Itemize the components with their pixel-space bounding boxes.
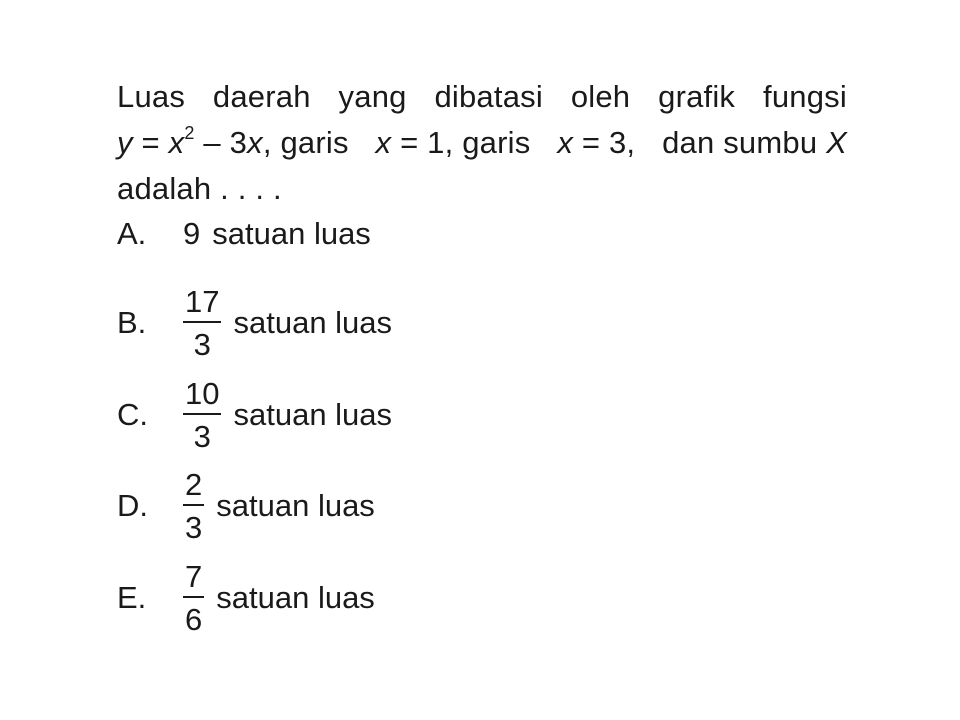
denominator: 3 <box>193 419 211 454</box>
option-unit: satuan luas <box>233 397 393 432</box>
line-x1 <box>376 120 531 166</box>
denominator: 3 <box>185 510 203 545</box>
word: oleh <box>570 79 631 114</box>
text-sumbu: dan sumbu <box>662 125 818 160</box>
option-c[interactable] <box>117 378 392 452</box>
option-letter: E. <box>117 580 147 615</box>
denominator: 6 <box>185 602 203 637</box>
numerator: 10 <box>185 376 220 411</box>
option-a[interactable] <box>117 216 371 252</box>
axis-x: X <box>826 125 847 160</box>
option-letter: B. <box>117 305 147 340</box>
option-value: 9 <box>183 216 201 251</box>
word: fungsi <box>763 79 847 114</box>
option-e[interactable] <box>117 561 375 635</box>
value-3: = 3, <box>581 125 636 160</box>
word: daerah <box>212 79 311 114</box>
numerator: 7 <box>185 559 203 594</box>
var-x: x <box>375 125 392 160</box>
function-equation <box>117 120 349 166</box>
question-line-1 <box>117 74 847 120</box>
option-unit: satuan luas <box>212 216 371 251</box>
equals-sign: = <box>141 125 160 160</box>
option-unit: satuan luas <box>216 488 375 523</box>
word: Luas <box>117 79 186 114</box>
question-line-2 <box>117 120 847 166</box>
option-unit: satuan luas <box>233 305 393 340</box>
option-b[interactable] <box>117 286 392 360</box>
question-line-3: adalah . . . . <box>117 171 282 206</box>
text-garis: , garis <box>262 125 349 160</box>
word: grafik <box>658 79 736 114</box>
axis-phrase <box>662 120 847 166</box>
var-y: y <box>117 125 133 160</box>
line-x3 <box>557 120 635 166</box>
exponent: 2 <box>184 123 195 143</box>
option-letter: D. <box>117 488 148 523</box>
var-x: x <box>557 125 574 160</box>
value-1: = 1, garis <box>400 125 531 160</box>
var-x: x <box>247 125 263 160</box>
fraction <box>183 286 221 360</box>
denominator: 3 <box>193 327 211 362</box>
numerator: 17 <box>185 284 220 319</box>
fraction <box>183 561 204 635</box>
question-text <box>117 74 847 212</box>
option-d[interactable] <box>117 469 375 543</box>
option-unit: satuan luas <box>216 580 375 615</box>
fraction <box>183 469 204 543</box>
word: dibatasi <box>434 79 543 114</box>
numerator: 2 <box>185 467 203 502</box>
word: yang <box>338 79 407 114</box>
option-letter: A. <box>117 216 147 251</box>
option-letter: C. <box>117 397 148 432</box>
fraction <box>183 378 221 452</box>
minus-term: – 3 <box>203 125 248 160</box>
var-x: x <box>168 125 185 160</box>
